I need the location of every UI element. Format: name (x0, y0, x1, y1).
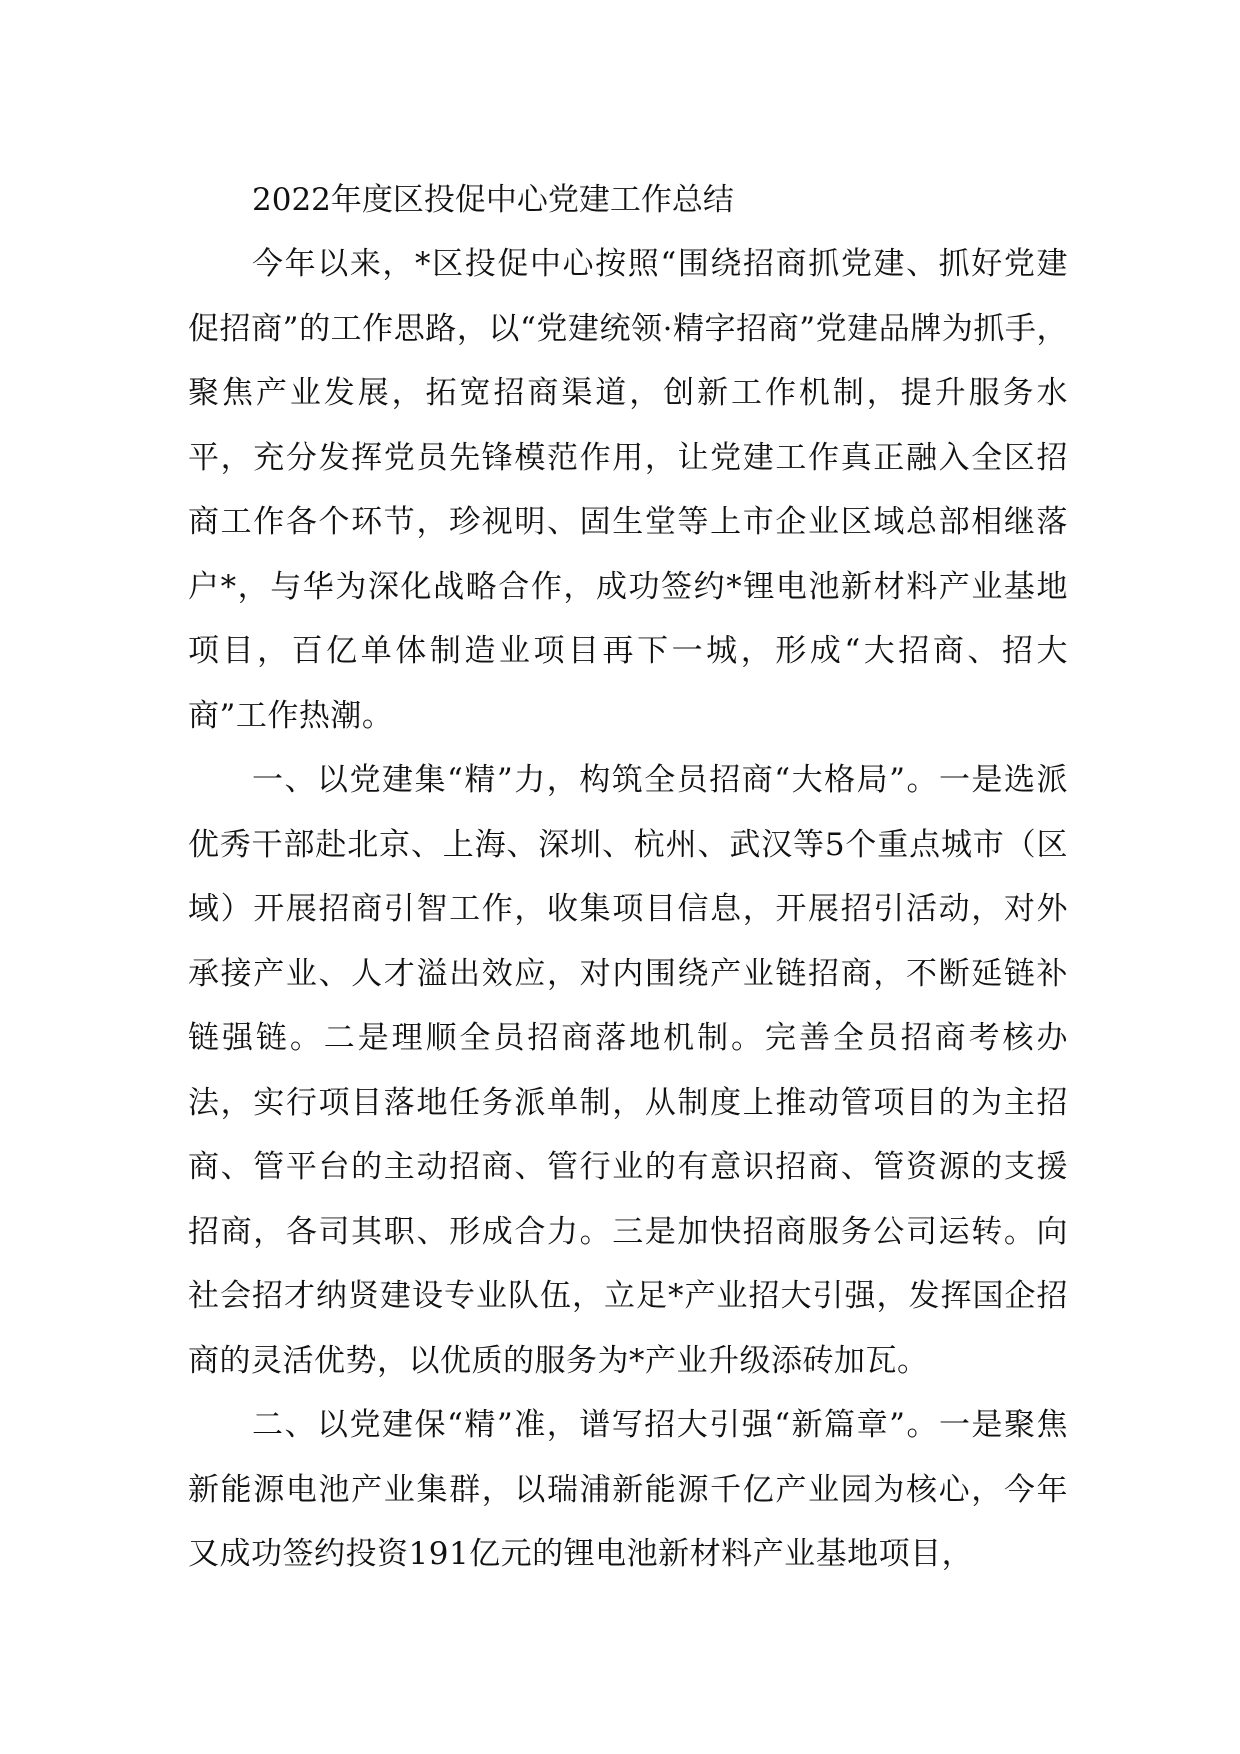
paragraph-intro: 今年以来，*区投促中心按照“围绕招商抓党建、抓好党建促招商”的工作思路，以“党建统领·精字招商”党建品牌为抓手，聚焦产业发展，拓宽招商渠道，创新工作机制，提升服务水平，充分发挥党员先锋模范作用，让党建工作真正融入全区招商工作各个环节，珍视明、固生堂等上市企业区域总部相继落户*，与华为深化战略合作，成功签约*锂电池新材料产业基地项目，百亿单体制造业项目再下一城，形成“大招商、招大商”工作热潮。 (188, 246, 1068, 734)
paragraph-section-two: 二、以党建保“精”准，谱写招大引强“新篇章”。一是聚焦新能源电池产业集群，以瑞浦新能源千亿产业园为核心，今年又成功签约投资191亿元的锂电池新材料产业基地项目， (188, 1407, 1068, 1572)
paragraph-section-one: 一、以党建集“精”力，构筑全员招商“大格局”。一是选派优秀干部赴北京、上海、深圳、杭州、武汉等5个重点城市（区域）开展招商引智工作，收集项目信息，开展招引活动，对外承接产业、人才溢出效应，对内围绕产业链招商，不断延链补链强链。二是理顺全员招商落地机制。完善全员招商考核办法，实行项目落地任务派单制，从制度上推动管项目的为主招商、管平台的主动招商、管行业的有意识招商、管资源的支援招商，各司其职、形成合力。三是加快招商服务公司运转。向社会招才纳贤建设专业队伍，立足*产业招大引强，发挥国企招商的灵活优势，以优质的服务为*产业升级添砖加瓦。 (188, 762, 1068, 1379)
document-title: 2022年度区投促中心党建工作总结 (252, 182, 734, 218)
document-page (188, 168, 1068, 1587)
